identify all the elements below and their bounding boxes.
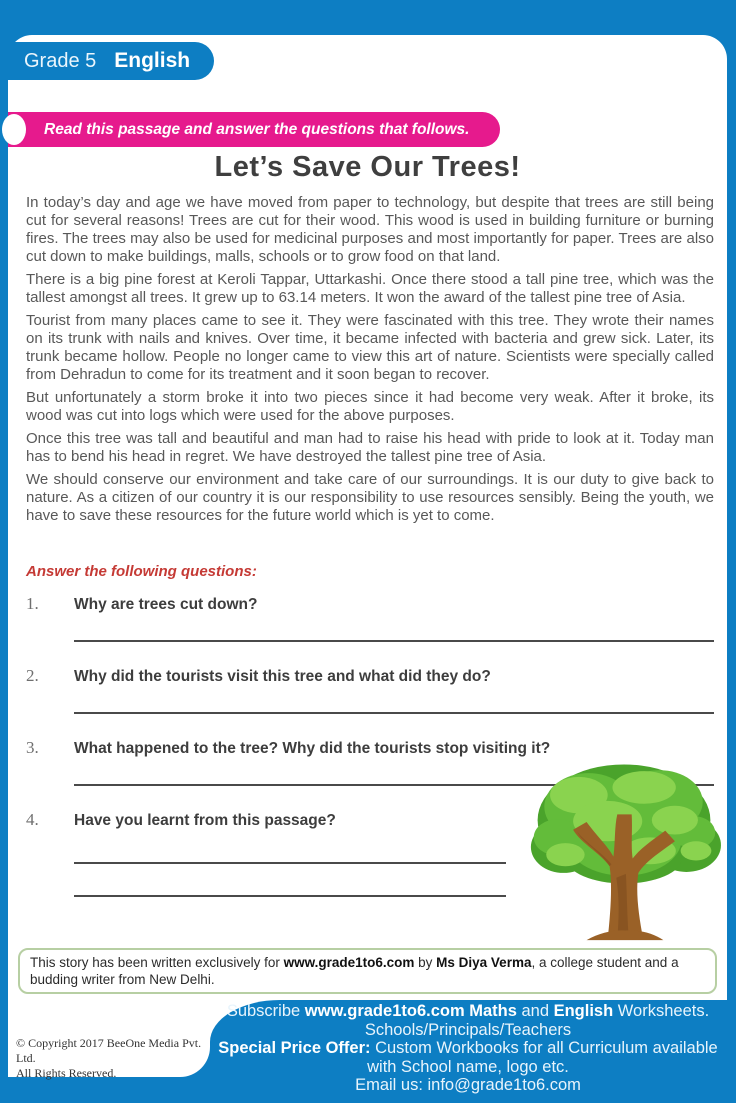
footer-email-line: Email us: info@grade1to6.com xyxy=(355,1076,581,1094)
footer-offer-line2: with School name, logo etc. xyxy=(367,1057,569,1076)
footer-subscribe-line xyxy=(208,1002,728,1021)
footer-text-segment: Worksheets. xyxy=(613,1002,710,1020)
note-text: by xyxy=(414,955,437,970)
author-note-box xyxy=(18,948,717,994)
passage-paragraph: Tourist from many places came to see it. They were fascinated with this tree. They wrote their names on its trunk with nails and knives. Over time, it became infected with bacteria and grew sick. Later, its trunk became hollow. People no longer came to view this art of nature. Scientists were specially called from Dehradun to come for its treatment and it soon began to recover. xyxy=(26,312,714,383)
footer-audience-line: Schools/Principals/Teachers xyxy=(364,1020,572,1039)
copyright-box xyxy=(8,1000,210,1080)
question-number: 1. xyxy=(26,594,39,613)
note-text: , a college student and a budding writer from New Delhi. xyxy=(30,955,679,987)
questions-heading: Answer the following questions: xyxy=(26,563,257,580)
answer-line[interactable] xyxy=(74,640,714,642)
passage-paragraph: Once this tree was tall and beautiful and man had to raise his head with pride to look at it. Today man has to bend his head in regret. We have destroyed the tallest pine tree of Asia. xyxy=(26,430,714,465)
page-body xyxy=(8,35,727,1000)
answer-line[interactable] xyxy=(74,862,506,864)
footer-site-link: www.grade1to6.com Maths xyxy=(304,1002,517,1020)
passage-paragraph: We should conserve our environment and take care of our surroundings. It is our duty to give back to nature. As a citizen of our country it is our responsibility to use resources sensibly. Being the youth, we have to save these resources for the future world which is yet to come. xyxy=(26,471,714,524)
instruction-text: Read this passage and answer the questions that follows. xyxy=(44,120,470,138)
passage-title: Let’s Save Our Trees! xyxy=(214,151,521,183)
answer-line[interactable] xyxy=(74,895,506,897)
question-text: Have you learnt from this passage? xyxy=(74,812,336,829)
passage-paragraph: In today’s day and age we have moved from paper to technology, but despite that trees are still being cut for several reasons! Trees are cut for their wood. This wood is used in building furniture or burning fires. The trees may also be used for medicinal purposes and most importantly for paper. Trees are also cut down to make buildings, malls, schools or to grow food on that land. xyxy=(26,194,714,265)
subject-label: English xyxy=(114,49,191,72)
copyright-line: All Rights Reserved. xyxy=(16,1066,117,1080)
passage-paragraph: But unfortunately a storm broke it into two pieces since it had become very weak. After it broke, its wood was cut into logs which were used for the above purposes. xyxy=(26,389,714,424)
question-number: 3. xyxy=(26,738,39,757)
note-site-link: www.grade1to6.com xyxy=(283,955,415,970)
passage-paragraph: There is a big pine forest at Keroli Tappar, Uttarkashi. Once there stood a tall pine tree, which was the tallest amongst all trees. It grew up to 63.14 meters. It won the award of the tallest pine tree of Asia. xyxy=(26,271,714,306)
answer-line[interactable] xyxy=(74,712,714,714)
grade-label: Grade 5 xyxy=(24,49,97,72)
question-text: Why did the tourists visit this tree and what did they do? xyxy=(74,668,491,685)
footer-offer-label: Special Price Offer: xyxy=(218,1039,371,1057)
question-row xyxy=(26,594,714,614)
question-text: What happened to the tree? Why did the tourists stop visiting it? xyxy=(74,740,551,757)
question-number: 2. xyxy=(26,666,39,685)
footer-promo xyxy=(208,1002,728,1095)
question-text: Why are trees cut down? xyxy=(74,596,258,613)
footer-text-segment: Subscribe xyxy=(226,1002,305,1020)
grade-subject-badge xyxy=(8,42,214,80)
footer-offer-line xyxy=(208,1039,728,1058)
footer-text-segment: English xyxy=(553,1002,614,1020)
note-author-name: Ms Diya Verma xyxy=(436,955,532,970)
question-number: 4. xyxy=(26,810,39,829)
copyright-line: © Copyright 2017 BeeOne Media Pvt. Ltd. xyxy=(16,1036,202,1065)
ribbon-capsule-decoration xyxy=(2,114,26,145)
footer-text-segment: and xyxy=(516,1002,554,1020)
note-text: This story has been written exclusively for xyxy=(30,955,284,970)
instruction-ribbon xyxy=(8,112,500,147)
question-row xyxy=(26,666,714,686)
tree-illustration xyxy=(523,751,725,943)
footer-text-segment: Custom Workbooks for all Curriculum available xyxy=(370,1039,718,1057)
passage-text xyxy=(26,194,714,530)
